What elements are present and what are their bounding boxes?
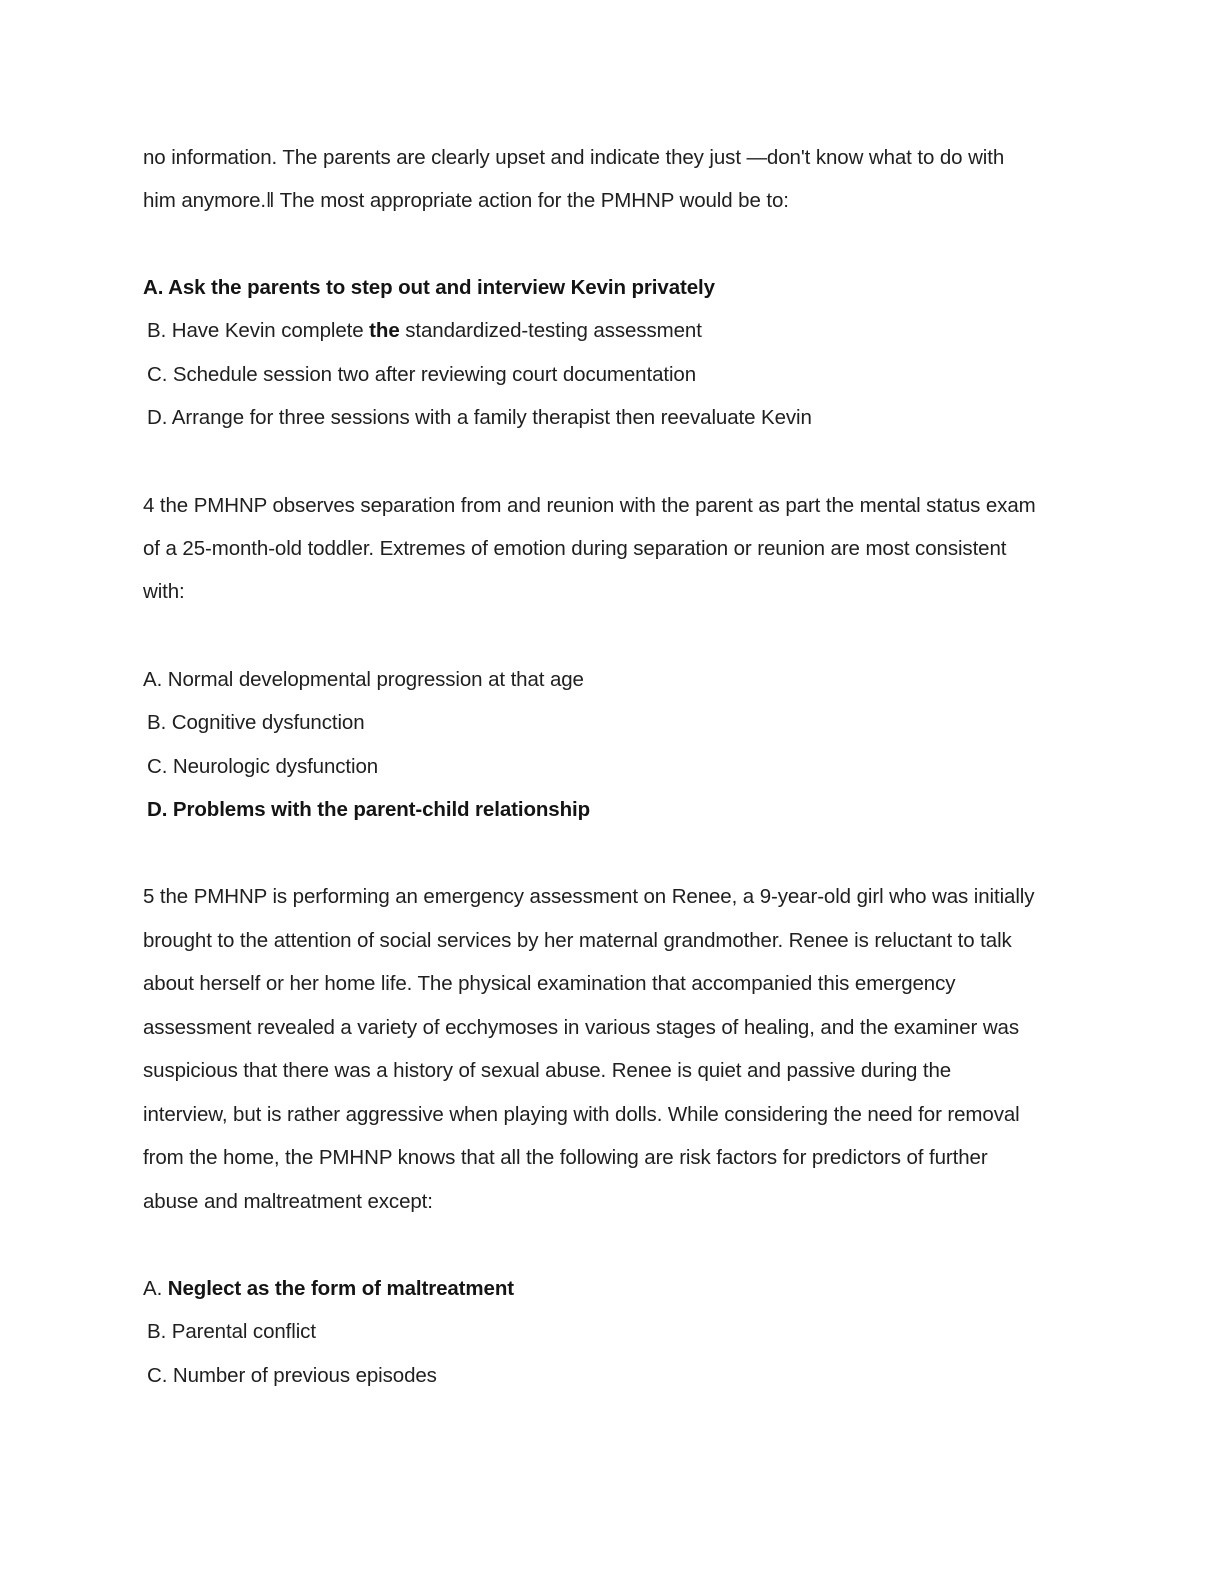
q4-option-d: D. Problems with the parent-child relationship xyxy=(147,798,591,821)
q5-stem-line-4: assessment revealed a variety of ecchymoses in various stages of healing, and the examiner was xyxy=(143,1016,1019,1039)
q5-stem-line-8: abuse and maltreatment except: xyxy=(143,1190,433,1213)
q3-option-d: D. Arrange for three sessions with a family therapist then reevaluate Kevin xyxy=(147,406,812,429)
q4-option-c: C. Neurologic dysfunction xyxy=(147,755,379,778)
q4-option-a: A. Normal developmental progression at that age xyxy=(143,668,584,691)
q5-stem-line-5: suspicious that there was a history of sexual abuse. Renee is quiet and passive during the xyxy=(143,1059,952,1082)
q5-option-c: C. Number of previous episodes xyxy=(147,1364,437,1387)
q3-stem-line-2: him anymore.‖ The most appropriate action for the PMHNP would be to: xyxy=(143,189,789,212)
q4-stem-line-3: with: xyxy=(143,580,185,603)
q5-stem-line-6: interview, but is rather aggressive when playing with dolls. While considering the need for removal xyxy=(143,1103,1020,1126)
q3-option-b xyxy=(147,319,1087,343)
q5-option-b: B. Parental conflict xyxy=(147,1320,316,1343)
q5-stem-line-2: brought to the attention of social services by her maternal grandmother. Renee is reluctant to talk xyxy=(143,929,1012,952)
q3-option-b-emphasis: the xyxy=(369,319,400,342)
q5-option-a xyxy=(143,1277,1083,1301)
q5-option-a-text: Neglect as the form of maltreatment xyxy=(167,1277,514,1300)
q3-option-c: C. Schedule session two after reviewing court documentation xyxy=(147,363,697,386)
q3-option-b-text: B. Have Kevin complete xyxy=(147,319,370,342)
q3-stem-line-1: no information. The parents are clearly upset and indicate they just —don't know what to do with xyxy=(143,146,1005,169)
q5-option-a-label: A. xyxy=(143,1277,168,1300)
q3-option-a: A. Ask the parents to step out and interview Kevin privately xyxy=(143,276,715,299)
q4-stem-line-1: 4 the PMHNP observes separation from and reunion with the parent as part the mental status exam xyxy=(143,494,1036,517)
q4-option-b: B. Cognitive dysfunction xyxy=(147,711,365,734)
q5-stem-line-1: 5 the PMHNP is performing an emergency assessment on Renee, a 9-year-old girl who was initially xyxy=(143,885,1035,908)
q3-option-b-text-end: standardized-testing assessment xyxy=(399,319,702,342)
q4-stem-line-2: of a 25-month-old toddler. Extremes of emotion during separation or reunion are most consistent xyxy=(143,537,1007,560)
q5-stem-line-3: about herself or her home life. The physical examination that accompanied this emergency xyxy=(143,972,956,995)
q5-stem-line-7: from the home, the PMHNP knows that all the following are risk factors for predictors of further xyxy=(143,1146,988,1169)
